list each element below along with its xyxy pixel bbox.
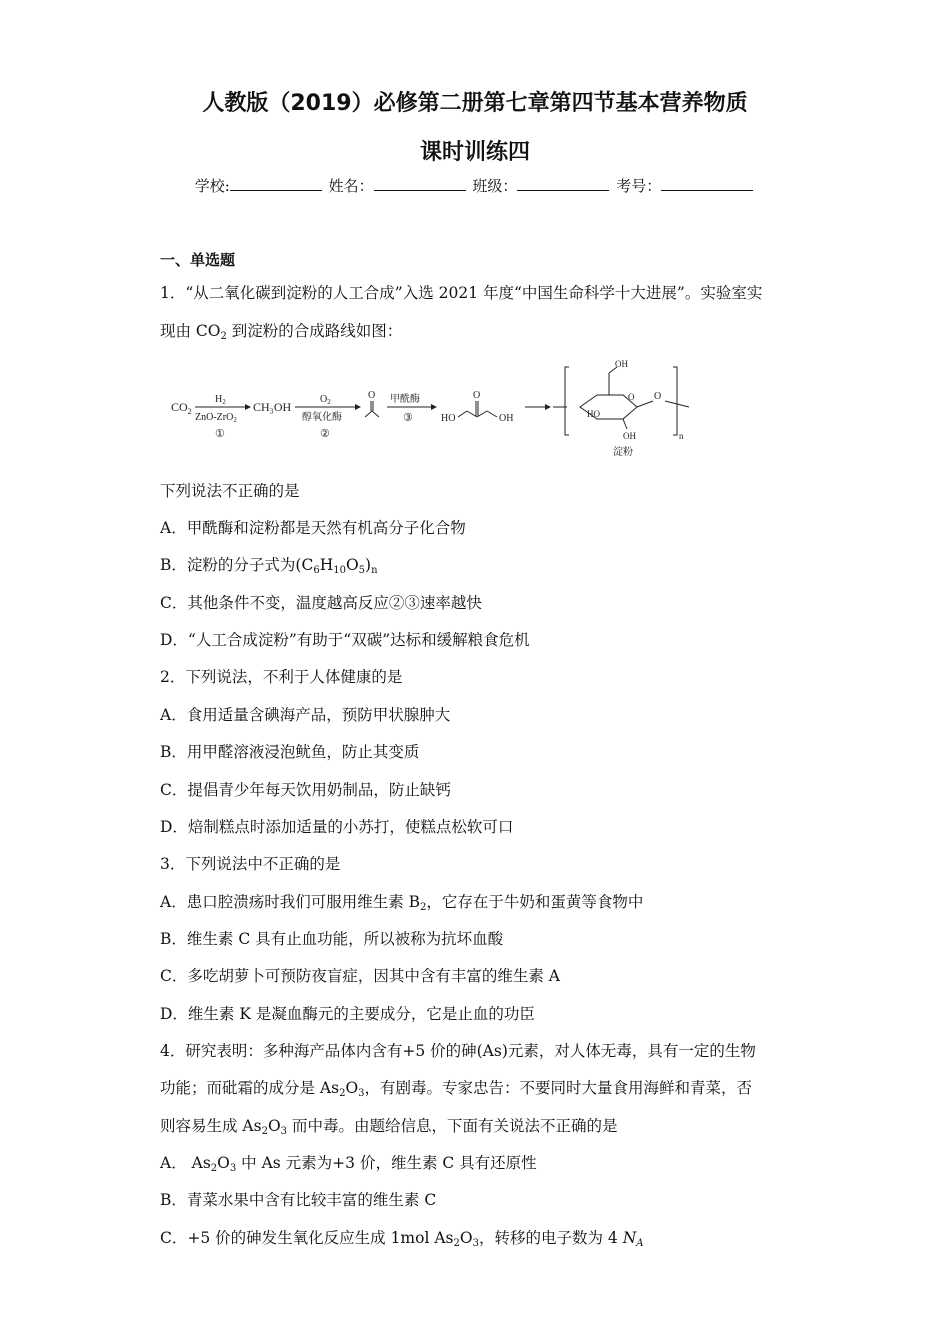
- formolase-label: 甲酰酶: [390, 394, 420, 405]
- name-label: 姓名：: [328, 177, 374, 195]
- q2-option-b[interactable]: B．用甲醛溶液浸泡鱿鱼，防止其变质: [160, 743, 420, 761]
- school-blank[interactable]: [230, 176, 322, 191]
- class-blank[interactable]: [517, 176, 609, 191]
- q3-option-a[interactable]: A．患口腔溃疡时我们可服用维生素 $B_2$，它存在于牛奶和蛋黄等食物中: [160, 893, 644, 913]
- synthesis-route-diagram: [165, 355, 705, 460]
- methanol-label: CH₃OH: [253, 400, 292, 414]
- q3-option-d[interactable]: D．维生素 K 是凝血酶元的主要成分，它是止血的功臣: [160, 1005, 535, 1023]
- document-title: 人教版（2019）必修第二册第七章第四节基本营养物质: [202, 91, 748, 116]
- o2-reagent: $O_2$: [320, 394, 331, 406]
- name-blank[interactable]: [374, 176, 466, 191]
- document-subtitle: 课时训练四: [419, 140, 530, 165]
- q4-stem-line2: 功能；而砒霜的成分是 $As_2O_3$，有剧毒。专家忠告：不要同时大量食用海鲜和青菜，否: [160, 1079, 753, 1099]
- svg-text:OH: OH: [615, 359, 628, 369]
- starch-structure: [553, 359, 689, 458]
- dihydroxyacetone-structure: [441, 390, 513, 424]
- step-2-label: ②: [320, 428, 330, 440]
- q1-stem-line2: 现由 $CO_2$ 到淀粉的合成路线如图：: [160, 322, 403, 342]
- svg-text:HO: HO: [441, 413, 456, 424]
- alcohol-oxidase-label: 醇氧化酶: [302, 412, 342, 423]
- svg-text:O: O: [628, 392, 635, 402]
- exam-number-blank[interactable]: [661, 176, 753, 191]
- q4-option-a[interactable]: A． $As_2O_3$ 中 As 元素为+3 价，维生素 C 具有还原性: [160, 1154, 537, 1174]
- q4-option-c[interactable]: C．+5 价的砷发生氧化反应生成 1mol $As_2O_3$，转移的电子数为 4 $N_A$: [160, 1229, 644, 1249]
- q4-option-b[interactable]: B．青菜水果中含有比较丰富的维生素 C: [160, 1191, 437, 1209]
- svg-text:HO: HO: [587, 409, 600, 419]
- q2-option-d[interactable]: D．焙制糕点时添加适量的小苏打，使糕点松软可口: [160, 818, 514, 836]
- exam-number-label: 考号：: [616, 177, 662, 195]
- q2-option-a[interactable]: A．食用适量含碘海产品，预防甲状腺肿大: [160, 706, 451, 724]
- svg-text:淀粉: 淀粉: [613, 447, 633, 458]
- student-info-row: [0, 175, 950, 196]
- svg-text:O: O: [473, 390, 481, 401]
- q4-stem-line3: 则容易生成 $As_2O_3$ 而中毒。由题给信息，下面有关说法不正确的是: [160, 1117, 618, 1137]
- svg-text:O: O: [654, 391, 662, 402]
- q1-prompt: 下列说法不正确的是: [160, 482, 300, 500]
- q1-option-d[interactable]: D．“人工合成淀粉”有助于“双碳”达标和缓解粮食危机: [160, 631, 530, 649]
- svg-text:O: O: [368, 390, 376, 401]
- q3-stem: 3．下列说法中不正确的是: [160, 855, 341, 873]
- svg-text:OH: OH: [623, 431, 636, 441]
- q1-option-a[interactable]: A．甲酰酶和淀粉都是天然有机高分子化合物: [160, 519, 466, 537]
- formaldehyde-structure: [365, 390, 379, 417]
- step-3-label: ③: [403, 412, 413, 424]
- q1-option-b[interactable]: B．淀粉的分子式为$(C_6H_{10}O_5)_n$: [160, 556, 378, 576]
- q2-option-c[interactable]: C．提倡青少年每天饮用奶制品，防止缺钙: [160, 781, 451, 799]
- q4-stem-line1: 4．研究表明：多种海产品体内含有+5 价的砷(As)元素，对人体无毒，具有一定的生物: [160, 1042, 756, 1060]
- q1-option-c[interactable]: C．其他条件不变，温度越高反应②③速率越快: [160, 594, 482, 612]
- q1-stem-line1: 1．“从二氧化碳到淀粉的人工合成”入选 2021 年度“中国生命科学十大进展”。实验室实: [160, 284, 763, 302]
- step-1-label: ①: [215, 428, 225, 440]
- section-heading: 一、单选题: [160, 251, 236, 269]
- school-label: 学校:: [194, 177, 230, 195]
- q3-option-b[interactable]: B．维生素 C 具有止血功能，所以被称为抗坏血酸: [160, 930, 504, 948]
- h2-reagent: $H_2$: [215, 394, 226, 406]
- catalyst-label: ZnO-ZrO$_2$: [195, 412, 237, 424]
- q2-stem: 2．下列说法，不利于人体健康的是: [160, 668, 403, 686]
- svg-text:n: n: [679, 431, 684, 441]
- class-label: 班级：: [472, 177, 518, 195]
- co2-label: $CO_2$: [171, 400, 192, 416]
- svg-text:OH: OH: [499, 413, 514, 424]
- q3-option-c[interactable]: C．多吃胡萝卜可预防夜盲症，因其中含有丰富的维生素 A: [160, 967, 560, 985]
